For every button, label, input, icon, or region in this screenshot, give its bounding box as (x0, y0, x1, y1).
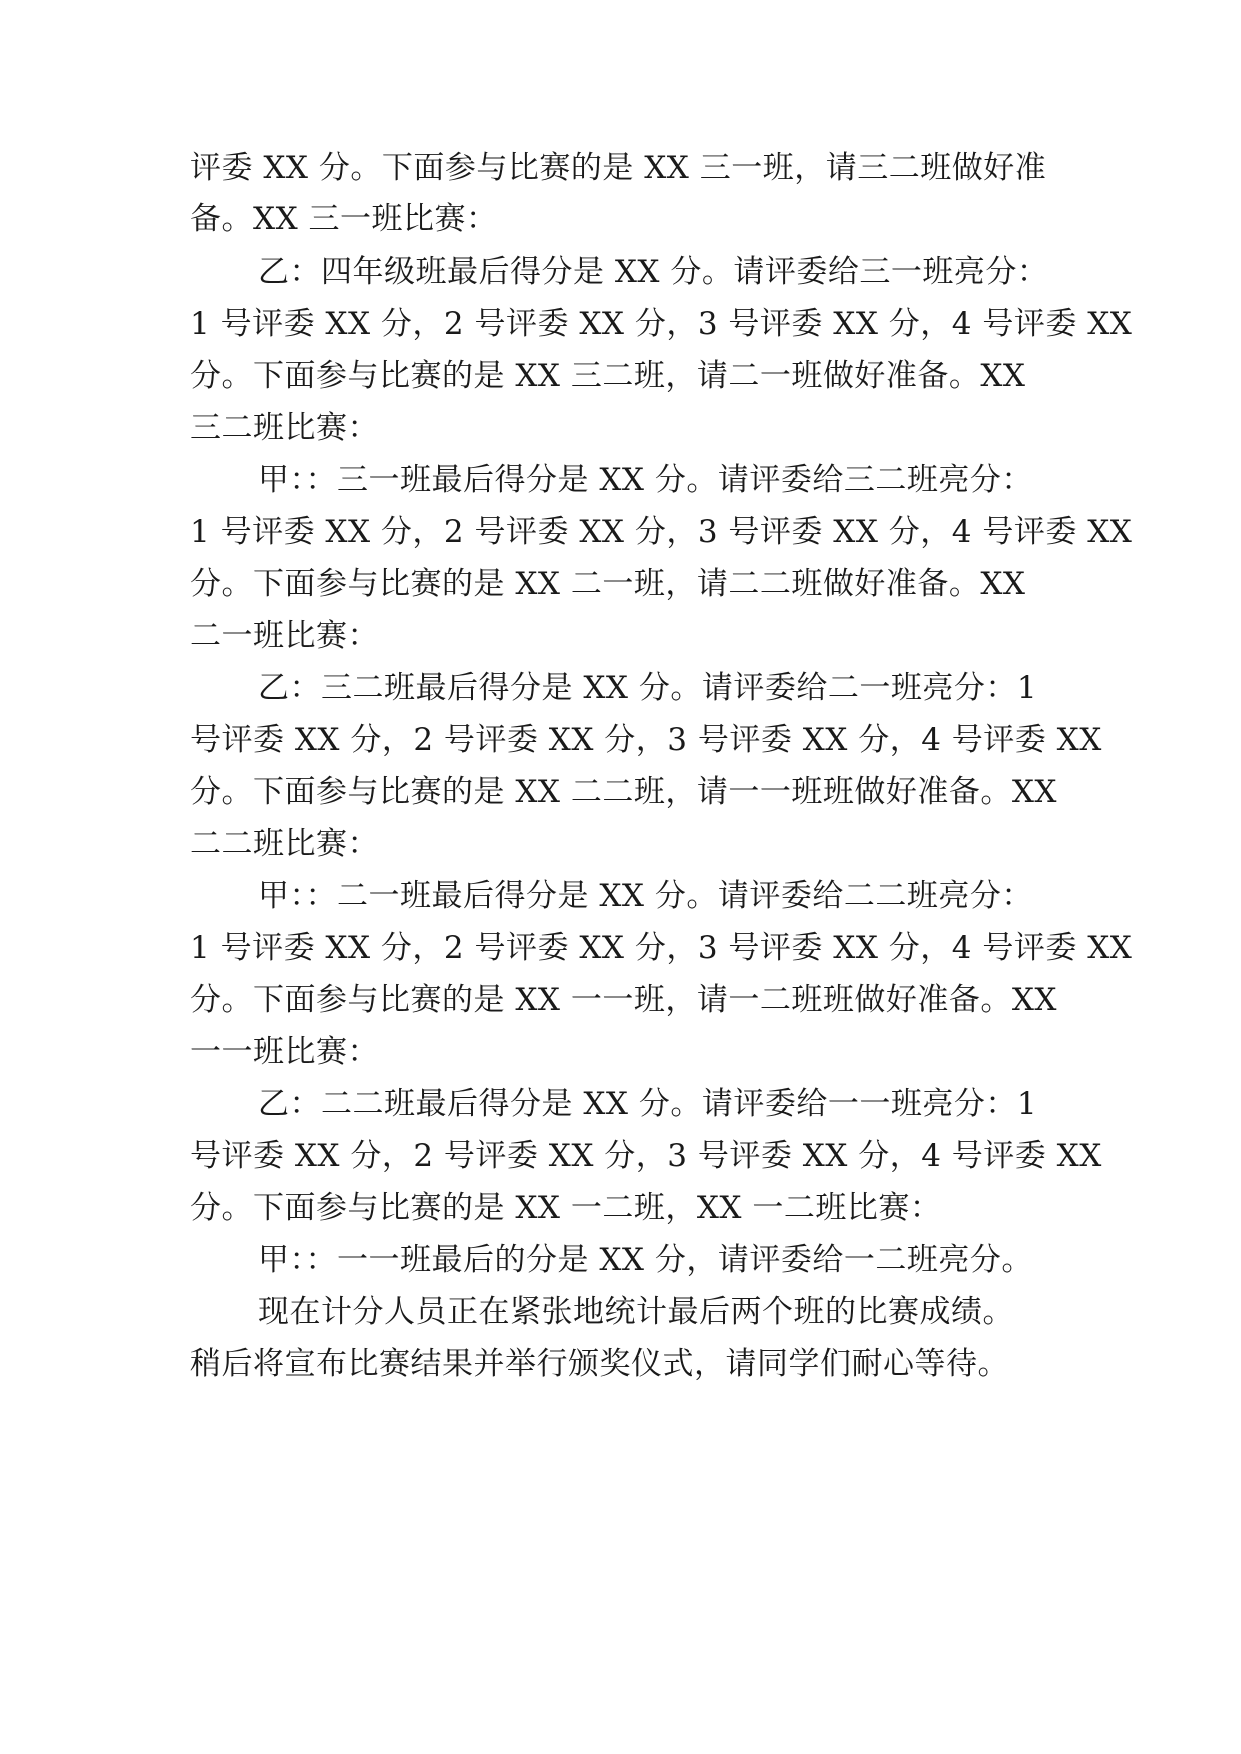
text-line: 乙：三二班最后得分是 XX 分。请评委给二一班亮分：1 (258, 670, 1038, 706)
text-line: 评委 XX 分。下面参与比赛的是 XX 三一班，请三二班做好准 (190, 150, 1047, 186)
text-line: 一一班比赛： (190, 1034, 379, 1070)
text-line: 1 号评委 XX 分，2 号评委 XX 分，3 号评委 XX 分，4 号评委 XX (190, 514, 1133, 550)
text-line: 乙：二二班最后得分是 XX 分。请评委给一一班亮分：1 (258, 1086, 1038, 1122)
text-line: 乙：四年级班最后得分是 XX 分。请评委给三一班亮分： (258, 254, 1049, 290)
text-line: 分。下面参与比赛的是 XX 二一班，请二二班做好准备。XX (190, 566, 1026, 602)
text-line: 甲：：二一班最后得分是 XX 分。请评委给二二班亮分： (258, 878, 1033, 914)
text-line: 1 号评委 XX 分，2 号评委 XX 分，3 号评委 XX 分，4 号评委 XX (190, 930, 1133, 966)
text-line: 甲：：三一班最后得分是 XX 分。请评委给三二班亮分： (258, 462, 1033, 498)
text-line: 三二班比赛： (190, 410, 379, 446)
text-line: 号评委 XX 分，2 号评委 XX 分，3 号评委 XX 分，4 号评委 XX (190, 722, 1102, 758)
text-line: 分。下面参与比赛的是 XX 二二班，请一一班班做好准备。XX (190, 774, 1057, 810)
text-line: 稍后将宣布比赛结果并举行颁奖仪式，请同学们耐心等待。 (190, 1346, 1009, 1382)
text-line: 1 号评委 XX 分，2 号评委 XX 分，3 号评委 XX 分，4 号评委 XX (190, 306, 1133, 342)
text-line: 现在计分人员正在紧张地统计最后两个班的比赛成绩。 (258, 1294, 1014, 1330)
text-line: 分。下面参与比赛的是 XX 一二班，XX 一二班比赛： (190, 1190, 942, 1226)
text-line: 二二班比赛： (190, 826, 379, 862)
text-line: 分。下面参与比赛的是 XX 一一班，请一二班班做好准备。XX (190, 982, 1057, 1018)
text-line: 备。XX 三一班比赛： (190, 201, 498, 237)
text-line: 号评委 XX 分，2 号评委 XX 分，3 号评委 XX 分，4 号评委 XX (190, 1138, 1102, 1174)
text-line: 分。下面参与比赛的是 XX 三二班，请二一班做好准备。XX (190, 358, 1026, 394)
text-line: 二一班比赛： (190, 618, 379, 654)
text-line: 甲：：一一班最后的分是 XX 分，请评委给一二班亮分。 (258, 1242, 1033, 1278)
